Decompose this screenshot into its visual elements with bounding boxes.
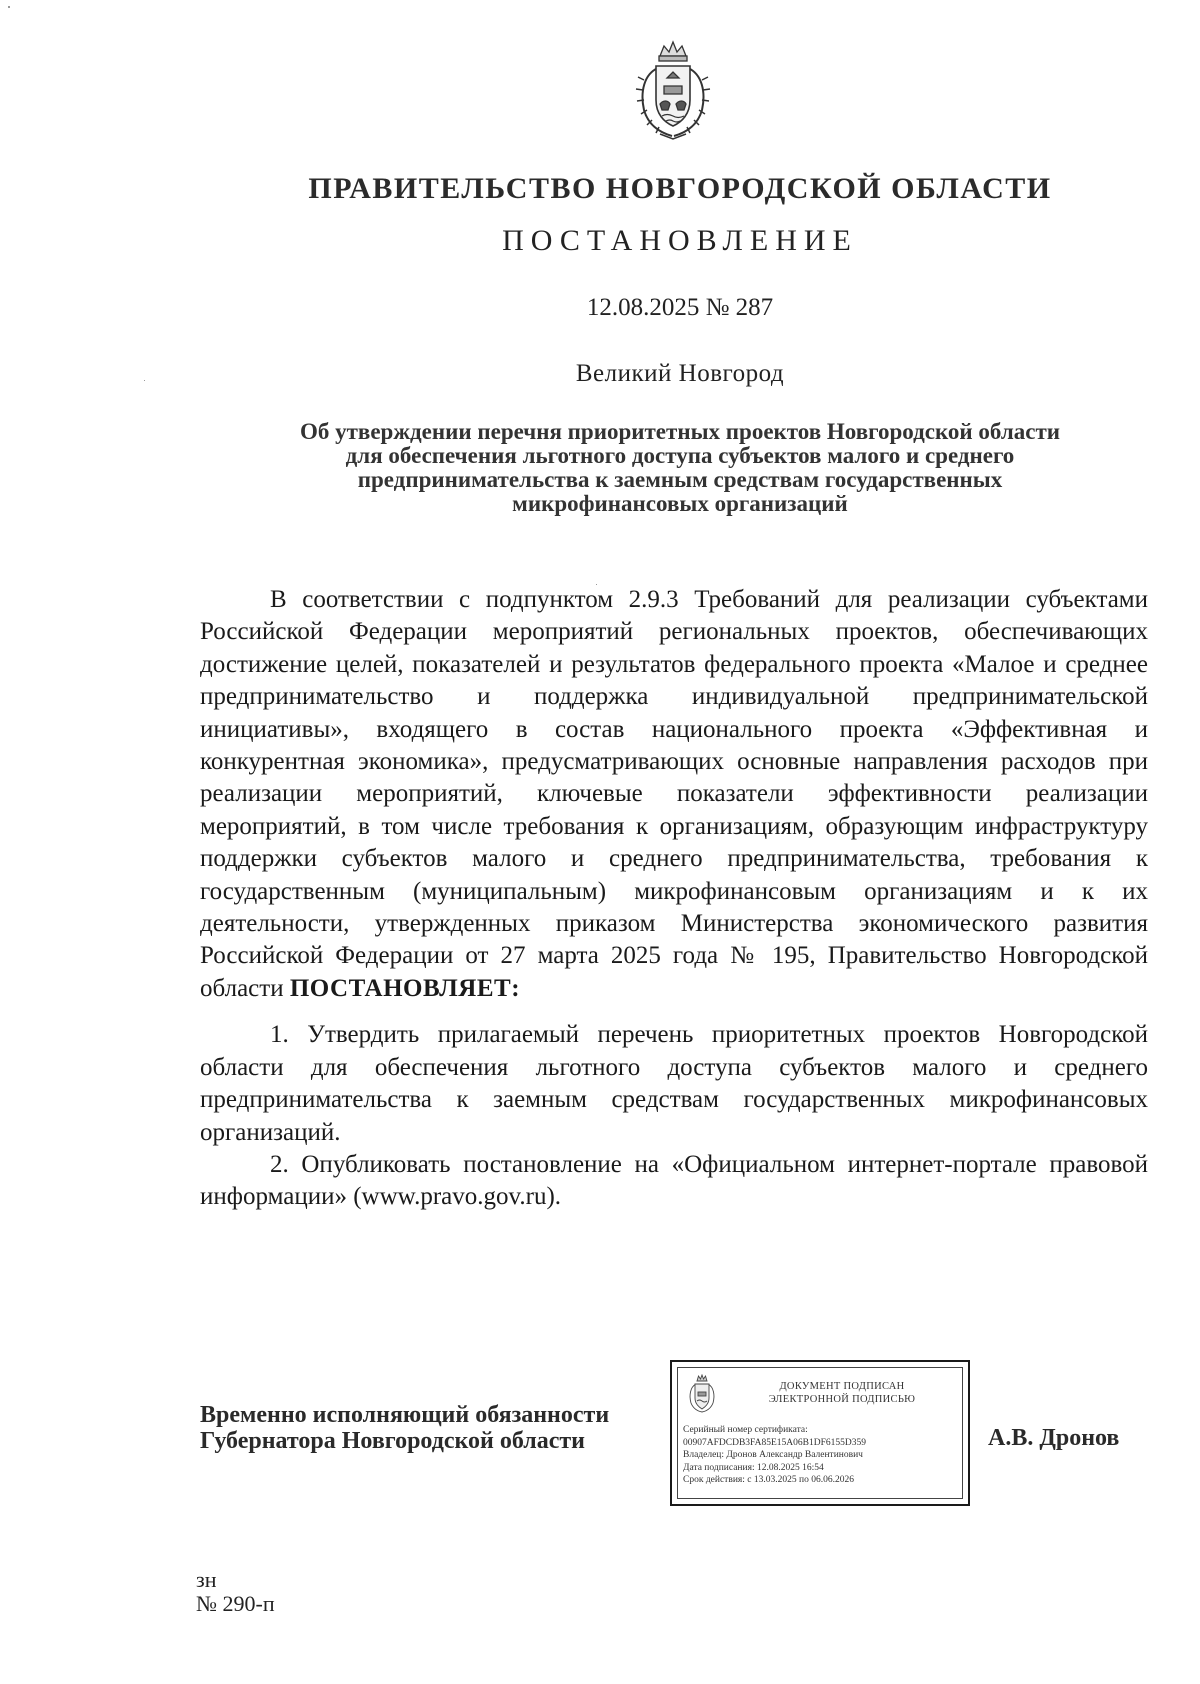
document-date-number: 12.08.2025 № 287: [586, 294, 774, 321]
stamp-serial-value: 00907AFDCDB3FA85E15A06B1DF6155D359: [683, 1437, 866, 1448]
document-city: Великий Новгород: [575, 360, 785, 387]
stamp-inner-frame: [677, 1367, 963, 1499]
signer-position-line: Губернатора Новгородской области: [200, 1428, 586, 1454]
scan-artifact: [8, 6, 10, 8]
stamp-certificate-info: [683, 1424, 958, 1487]
signer-position: [200, 1402, 670, 1454]
heading-line: микрофинансовых организаций: [512, 491, 848, 516]
document-heading: [200, 420, 1160, 516]
preamble-text: В соответствии с подпунктом 2.9.3 Требований для реализации субъектами Российской Федерации мероприятий региональных проектов, обеспечивающих достижение целей, показателей и результатов федерального проекта «Малое и среднее предпринимательство и поддержка индивидуальной предпринимательской инициативы», входящего в состав национального проекта «Эффективная и конкурентная экономика», предусматривающих основные направления расходов при реализации мероприятий, ключевые показатели эффективности реализации мероприятий, в том числе требования к организациям, образующим инфраструктуру поддержки субъектов малого и среднего предпринимательства, требования к государственным (муниципальным) микрофинансовым организациям и к их деятельности, утвержденных приказом Министерства экономического развития Российской Федерации от 27 марта 2025 года № 195, Правительство Новгородской области: [200, 586, 1148, 1002]
preamble-paragraph: [200, 584, 1148, 1005]
item-1-paragraph: 1. Утвердить прилагаемый перечень приоритетных проектов Новгородской области для обеспечения льготного доступа субъектов малого и среднего предпринимательства к заемным средствам государственных микрофинансовых организаций.: [200, 1021, 1148, 1146]
stamp-validity: Срок действия: с 13.03.2025 по 06.06.2026: [683, 1475, 854, 1485]
signer-position-line: Временно исполняющий обязанности: [200, 1402, 610, 1428]
stamp-coat-of-arms-icon: [685, 1374, 719, 1414]
item-2-paragraph: 2. Опубликовать постановление на «Официальном интернет-портале правовой информации» (www.pravo.gov.ru).: [200, 1150, 1148, 1211]
scan-artifact: [144, 380, 145, 381]
signer-name: А.В. Дронов: [988, 1425, 1120, 1451]
decree-word: ПОСТАНОВЛЯЕТ:: [289, 974, 521, 1002]
stamp-title-line: ЭЛЕКТРОННОЙ ПОДПИСЬЮ: [768, 1394, 916, 1405]
electronic-signature-stamp: [670, 1360, 970, 1506]
document-body: [200, 584, 1148, 1214]
coat-of-arms-icon: [630, 38, 716, 142]
stamp-serial-label: Серийный номер сертификата:: [683, 1425, 808, 1435]
stamp-title: [726, 1380, 958, 1406]
document-type: ПОСТАНОВЛЕНИЕ: [502, 224, 858, 257]
footer-initials: зн: [196, 1567, 217, 1592]
stamp-owner: Владелец: Дронов Александр Валентинович: [683, 1450, 863, 1460]
heading-line: для обеспечения льготного доступа субъектов малого и среднего: [345, 443, 1015, 468]
heading-line: предпринимательства к заемным средствам государственных: [357, 467, 1003, 492]
heading-line: Об утверждении перечня приоритетных проектов Новгородской области: [299, 419, 1060, 444]
government-title: ПРАВИТЕЛЬСТВО НОВГОРОДСКОЙ ОБЛАСТИ: [308, 172, 1052, 205]
stamp-signed-date: Дата подписания: 12.08.2025 16:54: [683, 1462, 824, 1473]
footer-reg-number: № 290-п: [196, 1591, 275, 1616]
footer-registration: [196, 1568, 275, 1616]
stamp-title-line: ДОКУМЕНТ ПОДПИСАН: [779, 1381, 905, 1392]
